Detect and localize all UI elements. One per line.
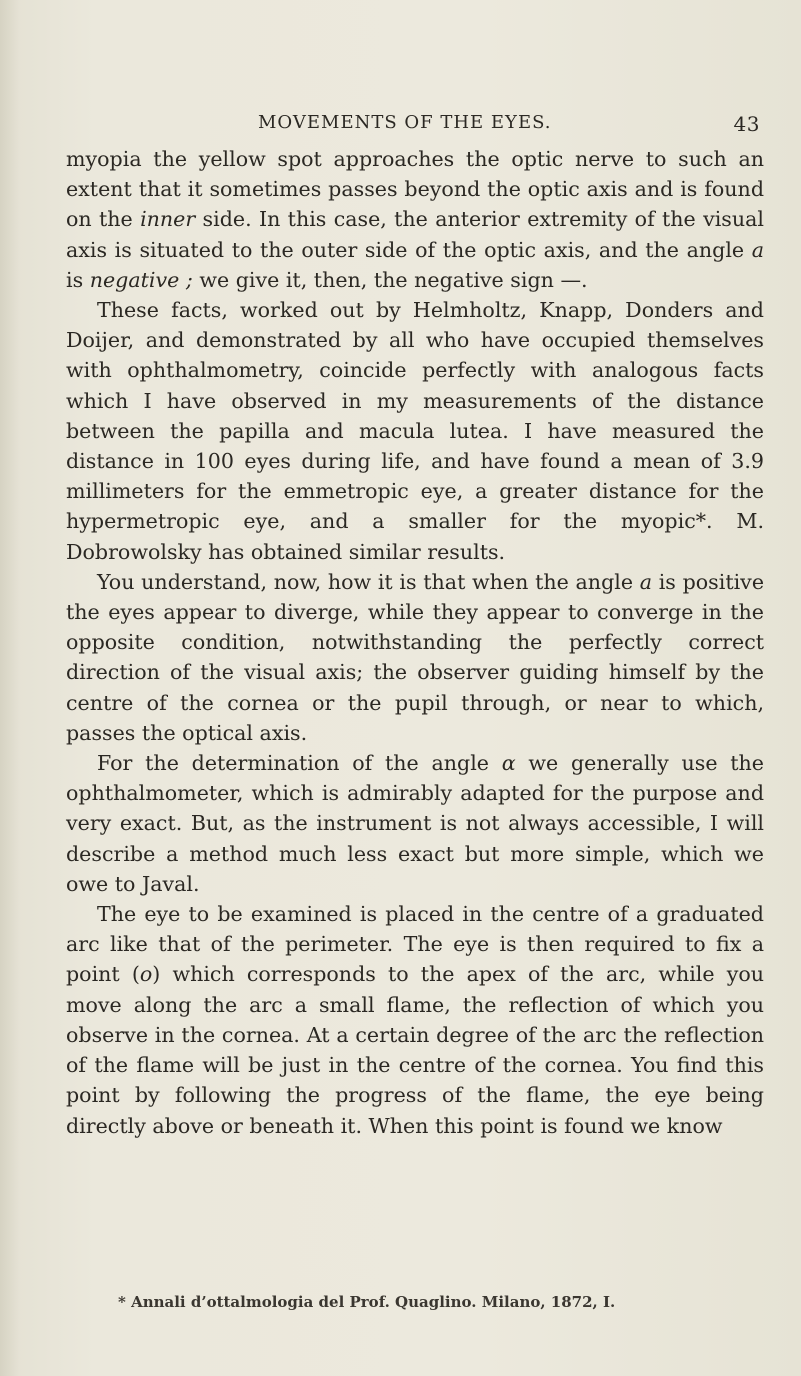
spine-shadow [0, 0, 20, 1376]
angle-symbol: a [639, 569, 653, 594]
paragraph-3: You understand, now, how it is that when the angle a is positive the eyes appear to diverge, while they appear to converge in the opposite condition, notwithstanding the perfectly correct direction of the visual axis; the observer guiding himself by the centre of the cornea or the pupil through, or near to which, passes the optical axis. [66, 569, 765, 745]
point-label: o [139, 962, 153, 987]
paragraph-5: The eye to be examined is placed in the centre of a graduated arc like that of the perimeter. The eye is then required to fix a point (o) which corresponds to the apex of the arc, while you move along the arc a small flame, the reflection of which you observe in the cornea. At a certain degree of the arc the reflection of the flame will be just in the centre of the cornea. You find this point by following the progress of the flame, the eye being directly above or beneath it. When this point is found we know [66, 902, 764, 1138]
body-text [66, 144, 764, 1141]
paragraph-4: For the determination of the angle α we generally use the ophthalmometer, which is admirably adapted for the purpose and very exact. But, as the instrument is not always accessible, I will describe a method much less exact but more simple, which we owe to Javal. [66, 751, 764, 896]
paragraph-2: These facts, worked out by Helmholtz, Knapp, Donders and Doijer, and demonstrated by all who have occupied themselves with ophthalmometry, coincide perfectly with analogous facts which I have observed in my measurements of the distance between the papilla and macula lutea. I have measured the distance in 100 eyes during life, and have found a mean of 3.9 millimeters for the emmetropic eye, a greater distance for the hypermetropic eye, and a smaller for the myopic*. M. Dobrowolsky has obtained similar results. [66, 298, 764, 564]
angle-symbol: α [501, 751, 516, 776]
running-title: MOVEMENTS OF THE EYES. [258, 112, 552, 133]
paragraph-1: myopia the yellow spot approaches the optic nerve to such an extent that it sometimes passes beyond the optic axis and is found on the inner side. In this case, the anterior extremity of the visual axis is situated to the outer side of the optic axis, and the angle a is negative ; we give it, then, the negative sign —. [66, 147, 764, 292]
page-header [66, 112, 764, 142]
emphasis-inner: inner [140, 207, 196, 232]
footnote: * Annali d’ottalmologia del Prof. Quaglino. Milano, 1872, I. [118, 1293, 616, 1311]
page-number: 43 [733, 112, 760, 136]
angle-symbol: a [751, 237, 764, 262]
emphasis-negative: negative ; [89, 267, 193, 292]
